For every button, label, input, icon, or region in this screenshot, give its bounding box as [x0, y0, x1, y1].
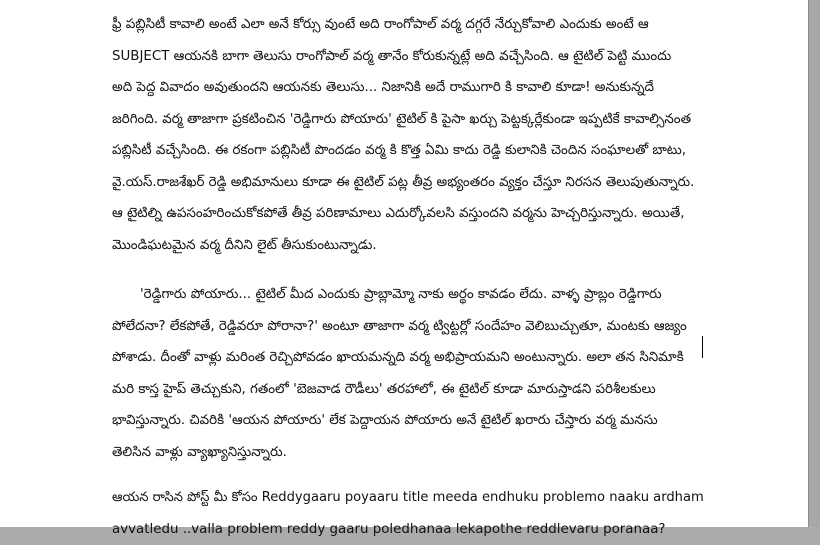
text-line: ఆ టైటిల్ని ఉపసంహరించుకోకపోతే తీవ్ర పరిణామాలు ఎదుర్కోవలసి వస్తుందని వర్మను హెచ్చరిస్తున్నారు. అయితే, — [112, 198, 716, 230]
text-line: జరిగింది. వర్మ తాజాగా ప్రకటించిన 'రెడ్డిగారు పోయారు' టైటిల్ కి పైసా ఖర్చు పెట్టక్కర్లేకుండా ఇప్పటికే కావాల్సినంత — [112, 104, 716, 136]
vertical-scrollbar[interactable] — [808, 0, 820, 527]
paragraph-3 — [112, 482, 716, 545]
text-line: పోలేదనా? లేకపోతే, రెడ్డివరూ పోరానా?' అంటూ తాజాగా వర్మ ట్విట్టర్లో సందేహం వెలిబుచ్చుతూ, మంటకు ఆజ్యం — [112, 311, 716, 343]
text-line: 'రెడ్డిగారు పోయారు... టైటిల్ మీద ఎందుకు ప్రాబ్లామ్మో నాకు అర్థం కావడం లేదు. వాళ్ళ ప్రాబ్లం రెడ్డిగారు — [112, 279, 716, 311]
text-line: మరి కాస్త హైప్ తెచ్చుకుని, గతంలో 'బెజవాడ రౌడీలు' తరహాలో, ఈ టైటిల్ కూడా మారుస్తాడని పరిశీలకులు — [112, 374, 716, 406]
paragraph-spacer — [112, 261, 716, 279]
text-line: avvatledu ..valla problem reddy gaaru poledhanaa lekapothe reddlevaru poranaa? — [112, 514, 716, 545]
text-line: పోశాడు. దీంతో వాళ్లు మరింత రెచ్చిపోవడం ఖాయమన్నది వర్మ అభిప్రాయమని అంటున్నారు. అలా తన సినిమాకి — [112, 342, 716, 374]
text-line: ఫ్రీ పబ్లిసిటీ కావాలి అంటే ఎలా అనే కోర్సు వుంటే అది రాంగోపాల్ వర్మ దగ్గరే నేర్చుకోవాలి ఎందుకు అంటే ఆ — [112, 9, 716, 41]
text-line: పబ్లిసిటీ వచ్చేసింది. ఈ రకంగా పబ్లిసిటీ పొందడం వర్మ కి కొత్త ఏమి కాదు రెడ్డి కులానికి చెందిన సంఘాలతో బాటు, — [112, 135, 716, 167]
text-line: మొండిఘటమైన వర్మ దీనిని లైట్ తీసుకుంటున్నాడు. — [112, 230, 716, 262]
text-line: తెలిసిన వాళ్లు వ్యాఖ్యానిస్తున్నారు. — [112, 437, 716, 469]
text-line: SUBJECT ఆయనకి బాగా తెలుసు రాంగోపాల్ వర్మ తానేం కోరుకున్నట్లే అది వచ్చేసింది. ఆ టైటిల్ పెట్టి ముందు — [112, 41, 716, 73]
text-line: వై.యస్.రాజశేఖర్ రెడ్డి అభిమానులు కూడా ఈ టైటిల్ పట్ల తీవ్ర అభ్యంతరం వ్యక్తం చేస్తూ నిరసన తెలుపుతున్నారు. — [112, 167, 716, 199]
text-line: అది పెద్ద వివాదం అవుతుందని ఆయనకు తెలుసు... నిజానికి అదే రాముగారి కి కావాలి కూడా! అనుకున్నదే — [112, 72, 716, 104]
paragraph-2 — [112, 279, 716, 468]
paragraph-spacer — [112, 468, 716, 482]
text-line: ఆయన రాసిన పోస్ట్ మీ కోసం Reddygaaru poyaaru title meeda endhuku problemo naaku ardham — [112, 482, 716, 514]
text-line: భావిస్తున్నారు. చివరికి 'ఆయన పోయారు' లేక పెద్దాయన పోయారు అనే టైటిల్ ఖరారు చేస్తారు వర్మ మనసు — [112, 405, 716, 437]
text-cursor — [702, 336, 703, 358]
document-body — [112, 9, 716, 545]
paragraph-1 — [112, 9, 716, 261]
